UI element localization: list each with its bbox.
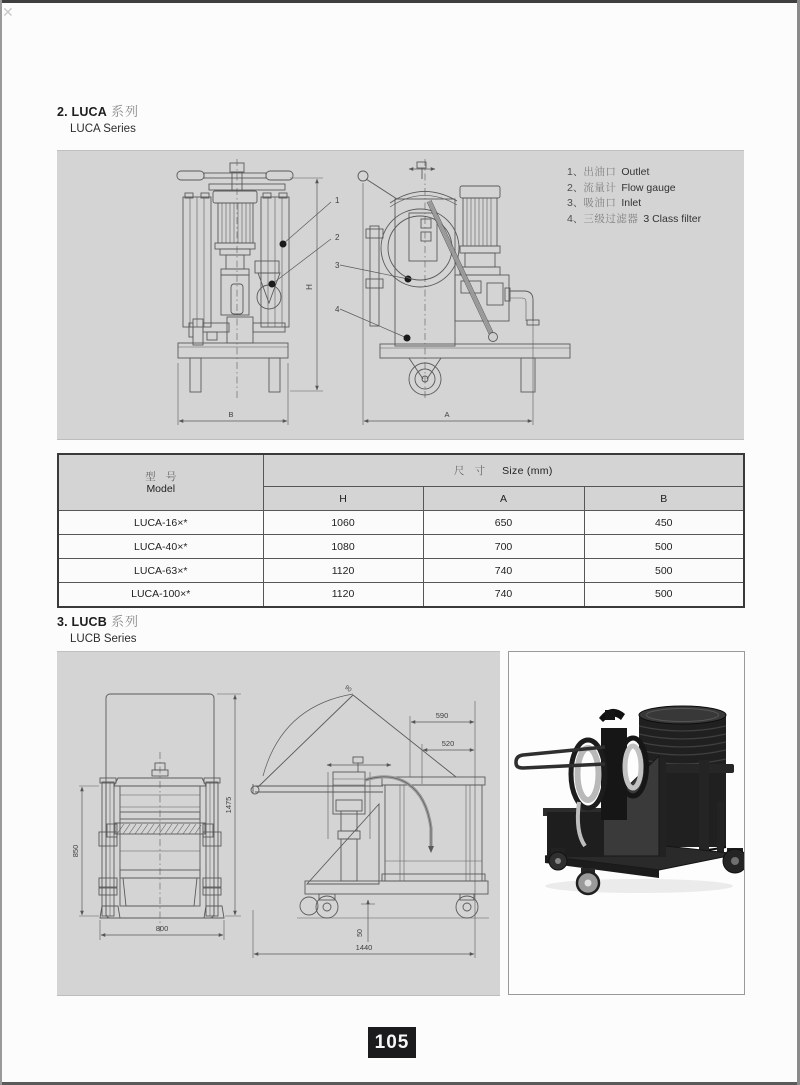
dim-520-label: 520: [441, 739, 455, 748]
lucb-side-view: [251, 694, 489, 958]
value-cell: 700: [423, 535, 584, 559]
dim-590-label: 590: [435, 711, 449, 720]
value-cell: 1120: [263, 559, 423, 583]
table-header-model: 型 号 Model: [58, 454, 263, 511]
swing-arc-label: 90: [343, 684, 353, 694]
value-cell: 740: [423, 583, 584, 607]
scan-corner-mark: ✕: [2, 4, 14, 20]
section-heading-lucb: [57, 614, 139, 646]
table-row: [58, 559, 744, 583]
model-cell: LUCA-63×*: [58, 559, 263, 583]
lucb-technical-drawing: [57, 652, 500, 997]
callout-1-label: 1: [335, 196, 340, 205]
value-cell: 1080: [263, 535, 423, 559]
heading-luca-cn: 系列: [111, 104, 140, 119]
callout-4-label: 4: [335, 305, 340, 314]
dim-1475-label: 1475: [224, 796, 233, 814]
value-cell: 500: [584, 535, 744, 559]
luca-front-view: [177, 159, 293, 401]
callout-2-label: 2: [335, 233, 340, 242]
model-cell: LUCA-40×*: [58, 535, 263, 559]
photo-cart: [516, 706, 744, 894]
table-col-a: A: [423, 487, 584, 511]
luca-drawing-panel: [57, 150, 744, 440]
callout-3-label: 3: [335, 261, 340, 270]
lucb-product-photo: [509, 652, 744, 994]
table-header-size: 尺 寸 Size (mm): [263, 454, 744, 487]
luca-size-table: [57, 453, 745, 608]
lucb-drawing-panel: [57, 651, 500, 996]
lucb-photo-panel: [508, 651, 745, 995]
luca-side-view: [358, 159, 570, 401]
legend-item: 2、流量计 Flow gauge: [567, 181, 676, 194]
page-edge-left: [0, 0, 2, 1085]
dim-1440-label: 1440: [355, 943, 373, 952]
legend-item: 3、吸油口 Inlet: [567, 197, 642, 209]
table-row: [58, 511, 744, 535]
value-cell: 500: [584, 583, 744, 607]
heading-luca-latin: 2. LUCA: [57, 105, 108, 119]
dim-50-label: 50: [357, 929, 364, 937]
table-row: [58, 583, 744, 607]
dim-850-label: 850: [71, 844, 80, 858]
section-heading-luca: [57, 104, 139, 136]
legend-item: 1、出油口 Outlet: [567, 166, 650, 178]
dim-b-label: B: [228, 410, 234, 419]
dim-800-label: 800: [155, 924, 169, 933]
table-col-h: H: [263, 487, 423, 511]
model-cell: LUCA-100×*: [58, 583, 263, 607]
value-cell: 450: [584, 511, 744, 535]
page-edge-top: [0, 0, 800, 3]
table-row: [58, 535, 744, 559]
page-number: 105: [368, 1027, 416, 1058]
value-cell: 650: [423, 511, 584, 535]
legend-item: 4、三级过滤器 3 Class filter: [567, 212, 702, 225]
table-col-b: B: [584, 487, 744, 511]
value-cell: 740: [423, 559, 584, 583]
model-cell: LUCA-16×*: [58, 511, 263, 535]
heading-luca-en: LUCA Series: [70, 123, 136, 135]
value-cell: 500: [584, 559, 744, 583]
heading-lucb-latin: 3. LUCB: [57, 615, 108, 629]
dim-a: [363, 183, 533, 425]
dim-h-label: H: [305, 284, 314, 290]
lucb-front-view: [79, 694, 241, 940]
parts-legend: [567, 165, 701, 227]
heading-lucb-cn: 系列: [111, 614, 140, 629]
value-cell: 1060: [263, 511, 423, 535]
value-cell: 1120: [263, 583, 423, 607]
heading-lucb-en: LUCB Series: [70, 633, 137, 645]
dim-a-label: A: [444, 410, 450, 419]
